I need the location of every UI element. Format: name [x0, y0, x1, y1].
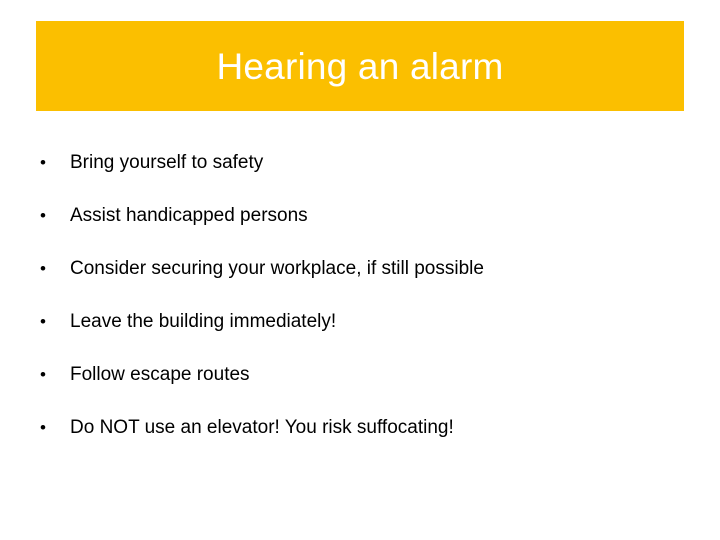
bullet-text: Bring yourself to safety	[70, 152, 264, 173]
bullet-icon: •	[40, 259, 46, 278]
bullet-item	[40, 150, 680, 203]
bullet-text: Follow escape routes	[70, 364, 250, 385]
bullet-item	[40, 362, 680, 415]
bullet-text: Leave the building immediately!	[70, 311, 337, 332]
bullet-item	[40, 309, 680, 362]
bullet-item	[40, 203, 680, 256]
bullet-list	[40, 150, 680, 468]
bullet-icon: •	[40, 153, 46, 172]
bullet-text: Do NOT use an elevator! You risk suffocating!	[70, 417, 454, 438]
bullet-icon: •	[40, 312, 46, 331]
bullet-text: Assist handicapped persons	[70, 205, 308, 226]
bullet-item	[40, 256, 680, 309]
slide-title: Hearing an alarm	[216, 45, 504, 87]
bullet-item	[40, 415, 680, 468]
bullet-icon: •	[40, 418, 46, 437]
bullet-icon: •	[40, 365, 46, 384]
bullet-icon: •	[40, 206, 46, 225]
bullet-text: Consider securing your workplace, if still possible	[70, 258, 484, 279]
title-banner	[36, 21, 684, 111]
